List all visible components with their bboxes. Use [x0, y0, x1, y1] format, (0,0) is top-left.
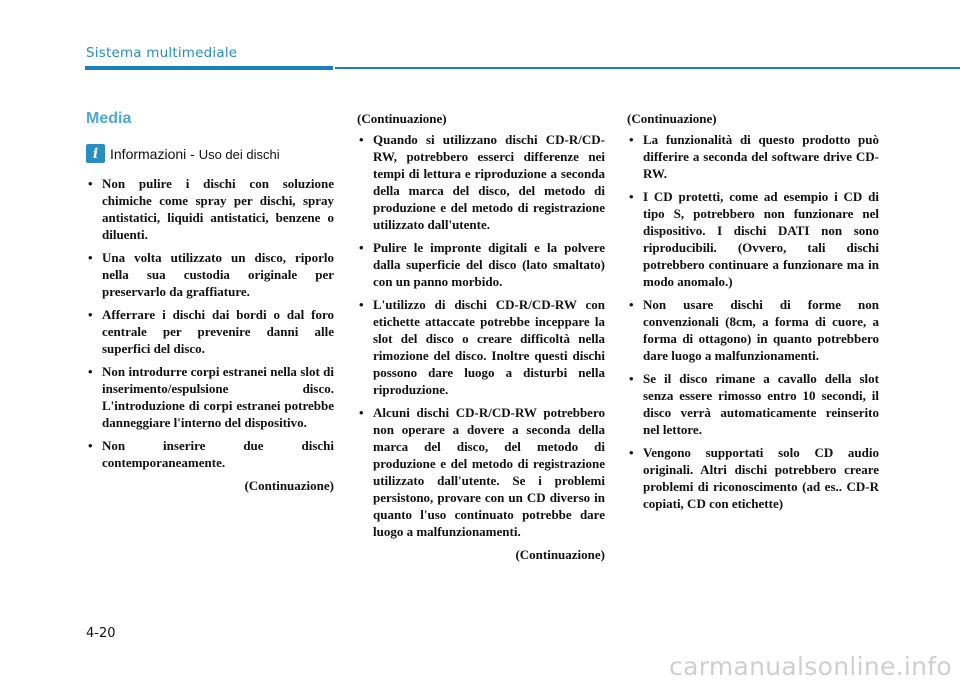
- list-item: • Non introdurre corpi estranei nella slot di inserimento/espulsione disco. L'introduzione di corpi estranei potrebbe danneggiare l'interno del dispositivo.: [86, 363, 334, 431]
- info-title-main: Informazioni -: [110, 145, 199, 162]
- watermark: carmanualsonline.info: [669, 652, 952, 681]
- header-rule-thick: [85, 66, 333, 70]
- page-number: 4-20: [86, 626, 116, 641]
- list-item: • Una volta utilizzato un disco, riporlo nella sua custodia originale per preservarlo da graffiature.: [86, 249, 334, 300]
- column-2-heading: (Continuazione): [357, 111, 447, 126]
- section-title: Sistema multimediale: [86, 45, 238, 61]
- list-item: • Pulire le impronte digitali e la polvere dalla superficie del disco (lato smaltato) con un panno morbido.: [357, 239, 605, 290]
- list-item: • I CD protetti, come ad esempio i CD di tipo S, potrebbero non funzionare nel dispositivo. I dischi DATI non sono riproducibili. (Ovvero, tali dischi potrebbero continuare a funzionare ma in modo anomalo.): [627, 188, 879, 290]
- list-item: • L'utilizzo di dischi CD-R/CD-RW con etichette attaccate potrebbe inceppare la slot del disco o creare difficoltà nella rimozione del disco. Inoltre questi dischi possono dare luogo a disturbi nella riproduzione.: [357, 296, 605, 398]
- info-title-sub: Uso dei dischi: [198, 146, 280, 162]
- media-heading: Media: [86, 110, 132, 127]
- list-item: • Afferrare i dischi dai bordi o dal foro centrale per prevenire danni alle superfici del disco.: [86, 306, 334, 357]
- header-rule-thin: [335, 67, 960, 69]
- bullet-list-1: [86, 175, 334, 471]
- list-item: • Se il disco rimane a cavallo della slot senza essere rimosso entro 10 secondi, il disco verrà automaticamente reinserito nel lettore.: [627, 370, 879, 438]
- list-item: • Quando si utilizzano dischi CD-R/CD-RW, potrebbero esserci differenze nei tempi di lettura e riproduzione a seconda della marca del disco, del metodo di produzione e del metodo di registrazione utilizzato dall'utente.: [357, 131, 605, 233]
- info-icon: i: [86, 144, 105, 163]
- bullet-list-3: [627, 131, 879, 512]
- list-item: • Non pulire i dischi con soluzione chimiche come spray per dischi, spray antistatici, liquidi antistatici, benzene o diluenti.: [86, 175, 334, 243]
- list-item: • Alcuni dischi CD-R/CD-RW potrebbero non operare a dovere a seconda della marca del disco, del metodo di produzione e del metodo di registrazione utilizzato dall'utente. Se i problemi persistono, provare con un CD diverso in quanto l'uso continuato potrebbe dare luogo a malfunzionamenti.: [357, 404, 605, 540]
- column-3: [627, 131, 879, 518]
- info-title: [110, 146, 280, 162]
- column-3-heading: (Continuazione): [627, 111, 717, 126]
- bullet-list-2: [357, 131, 605, 540]
- list-item: • La funzionalità di questo prodotto può differire a seconda del software drive CD-RW.: [627, 131, 879, 182]
- list-item: • Non usare dischi di forme non convenzionali (8cm, a forma di cuore, a forma di ottagono) in quanto potrebbero dare luogo a malfunzionamenti.: [627, 296, 879, 364]
- info-title-row: [86, 144, 280, 163]
- column-1: [86, 175, 334, 494]
- list-item: • Non inserire due dischi contemporaneamente.: [86, 437, 334, 471]
- list-item: • Vengono supportati solo CD audio originali. Altri dischi potrebbero creare problemi di riconoscimento (ad es.. CD-R copiati, CD con etichette): [627, 444, 879, 512]
- column-2: [357, 131, 605, 563]
- continued-label: (Continuazione): [515, 547, 605, 562]
- continued-label: (Continuazione): [244, 478, 334, 493]
